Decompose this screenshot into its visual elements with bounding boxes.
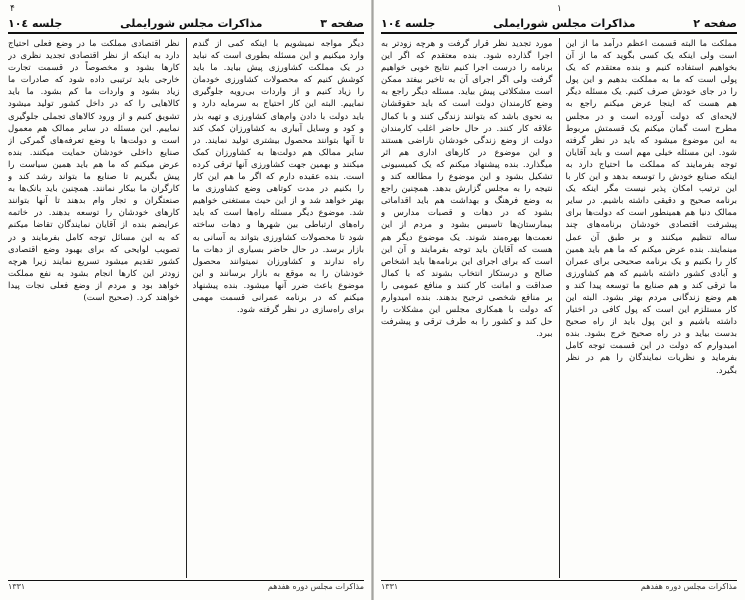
right-page-columns	[381, 38, 737, 578]
right-page-column-left	[381, 38, 553, 578]
column-divider	[186, 38, 187, 578]
left-page-footer-right: مذاکرات مجلس دوره هفدهم	[267, 582, 364, 591]
right-page-footer	[381, 580, 737, 594]
left-page	[0, 0, 372, 600]
left-page-column-text: دیگر مواجه نمیشویم با اینکه کمی از گندم وارد میکنیم و این مسئله بطوری است که نباید در یک مملکت کشاورزی پیش بیاید. ما باید کوشش کنیم که محصولات کشاورزی خودمان را زیاد کنیم و از واردات بی‌رویه جلوگیری نماییم. البته این کار احتیاج به سرمایه دارد و باید دولت با دادن وام‌های کشاورزی و تهیه بذر و کود و وسایل آبیاری به کشاورزان کمک کند تا آنها بتوانند محصول بیشتری تولید نمایند. در سایر ممالک هم دولت‌ها به کشاورزان کمک میکنند و بهمین جهت کشاورزی آنها ترقی کرده است. بنده عقیده دارم که اگر ما هم این کار را بکنیم در مدت کوتاهی وضع کشاورزی ما بهتر خواهد شد و از این حیث مستغنی خواهیم شد. موضوع دیگر مسئله راه‌ها است که باید راه‌های ارتباطی بین شهرها و دهات ساخته شود تا محصولات کشاورزی بتواند به آسانی به بازار برسد. در حال حاضر بسیاری از دهات ما راه ندارند و کشاورزان نمیتوانند محصول خودشان را به موقع به بازار برسانند و این موضوع باعث ضرر آنها میشود. بنده پیشنهاد میکنم که در برنامه عمرانی قسمت مهمی برای راه‌سازی در نظر گرفته شود.	[192, 39, 364, 316]
right-page-column-right	[566, 38, 738, 578]
right-page-column-text: مملکت ما البته قسمت اعظم درآمد ما از این است ولی اینکه یک کسی بگوید که ما از آن بخواهیم استفاده کنیم و بنده معتقدم که یک پولی است که ما به مملکت بدهیم و این پول را در جای خودش صرف کنیم. یک مسئله دیگر هم هست که اینجا عرض میکنم راجع به لایحه‌ای که دولت آورده است و در مجلس مطرح است گمان میکنم یک قسمتش مربوط به این موضوع میشود که باید در نظر گرفته شود. این مسئله خیلی مهم است و باید آقایان توجه بفرمایند که مملکت ما احتیاج دارد به اینکه صنایع خودش را توسعه بدهد و این کار با این ترتیب امکان پذیر نیست مگر اینکه یک برنامه صحیح و دقیقی داشته باشیم. در سایر ممالک دنیا هم همینطور است که دولت‌ها برای پیشرفت اقتصادی خودشان برنامه‌های چند ساله تنظیم میکنند و بر طبق آن عمل مینمایند. بنده عرض میکنم که ما هم باید همین کار را بکنیم و یک برنامه صحیحی برای عمران و آبادی کشور داشته باشیم که هم کشاورزی ما ترقی کند و هم صنایع ما توسعه پیدا کند و هم وضع زندگانی مردم بهتر بشود. البته این کار مستلزم این است که پول کافی در اختیار داشته باشیم و این پول باید از راه صحیح بدست بیاید و در راه صحیح خرج بشود. بنده امیدوارم که دولت در این قسمت توجه کامل بفرماید و نظریات نمایندگان را هم در نظر بگیرد.	[565, 39, 737, 376]
left-page-header	[8, 14, 364, 34]
column-divider	[559, 38, 560, 578]
left-page-column-right	[193, 38, 365, 578]
right-page-session: جلسه ۱۰٤	[381, 16, 436, 30]
left-page-column-text: نظر اقتصادی مملکت ما در وضع فعلی احتیاج دارد به اینکه از نظر اقتصادی تجدید نظری در کارها بشود و مخصوصاً در قسمت تجارت خارجی باید ترتیبی داده شود که صادرات ما زیاد بشود و واردات ما کم بشود. ما باید کالاهایی را که در داخل کشور تولید میشود تشویق کنیم و از ورود کالاهای تجملی جلوگیری نماییم. این مسئله در سایر ممالک هم معمول است و دولت‌ها با وضع تعرفه‌های گمرکی از صنایع داخلی خودشان حمایت میکنند. بنده عرض میکنم که ما هم باید همین سیاست را پیش بگیریم تا صنایع ما بتواند رشد کند و کارگران ما بیکار نمانند. همچنین باید بانک‌ها به صنعتگران و تجار وام بدهند تا آنها بتوانند کارهای خودشان را توسعه بدهند. در خاتمه عرایضم بنده از آقایان نمایندگان تقاضا میکنم که به این مسائل توجه کامل بفرمایند و در تصویب لوایحی که برای بهبود وضع اقتصادی کشور تقدیم میشود تسریع نمایند زیرا هرچه زودتر این کارها انجام بشود به نفع مملکت خواهد بود و مردم از وضع فعلی نجات پیدا خواهند کرد. (صحیح است)	[8, 39, 180, 303]
right-page	[373, 0, 745, 600]
right-page-label: صفحه ۲	[693, 16, 737, 30]
left-page-label: صفحه ۳	[320, 16, 364, 30]
right-page-column-text: مورد تجدید نظر قرار گرفت و هرچه زودتر به اجرا گذارده شود. بنده معتقدم که اگر این برنامه را درست اجرا کنیم نتایج خوبی خواهیم گرفت ولی اگر اجرای آن به تاخیر بیفتد ممکن است مشکلاتی پیش بیاید. مسئله دیگر راجع به وضع کارمندان دولت است که باید حقوقشان به نحوی باشد که بتوانند زندگی کنند و با کمال علاقه کار کنند. در حال حاضر اغلب کارمندان دولت از وضع زندگی خودشان ناراضی هستند و این موضوع در کارهای اداری هم اثر میگذارد. بنده پیشنهاد میکنم که یک کمیسیونی تشکیل بشود و این موضوع را مطالعه کند و نتیجه را به مجلس گزارش بدهد. همچنین راجع به وضع فرهنگ و بهداشت هم باید اقداماتی بشود که در دهات و قصبات مدارس و بیمارستان‌ها تاسیس بشود و مردم از این نعمت‌ها بهره‌مند شوند. یک موضوع دیگر هم هست که آقایان باید توجه بفرمایند و آن این است که برای اجرای این برنامه‌ها باید اشخاص صالح و درستکار انتخاب بشوند که با کمال صداقت و امانت کار کنند و منافع عمومی را بر منافع شخصی ترجیح بدهند. بنده امیدوارم که دولت با همکاری مجلس این مشکلات را حل کند و کشور را به طرف ترقی و پیشرفت ببرد.	[381, 39, 553, 340]
left-page-columns	[8, 38, 364, 578]
left-page-session: جلسه ۱۰٤	[8, 16, 63, 30]
right-page-title: مذاکرات مجلس شورایملی	[493, 16, 636, 30]
right-page-footer-left: ۱۳۳۱	[381, 582, 399, 591]
right-page-header	[381, 14, 737, 34]
right-page-footer-right: مذاکرات مجلس دوره هفدهم	[640, 582, 737, 591]
left-page-title: مذاکرات مجلس شورایملی	[120, 16, 263, 30]
left-page-column-left	[8, 38, 180, 578]
left-page-footer	[8, 580, 364, 594]
left-page-footer-left: ۱۳۳۱	[8, 582, 26, 591]
right-page-top-number: ۱	[557, 4, 562, 14]
left-page-top-number: ۴	[10, 4, 15, 14]
